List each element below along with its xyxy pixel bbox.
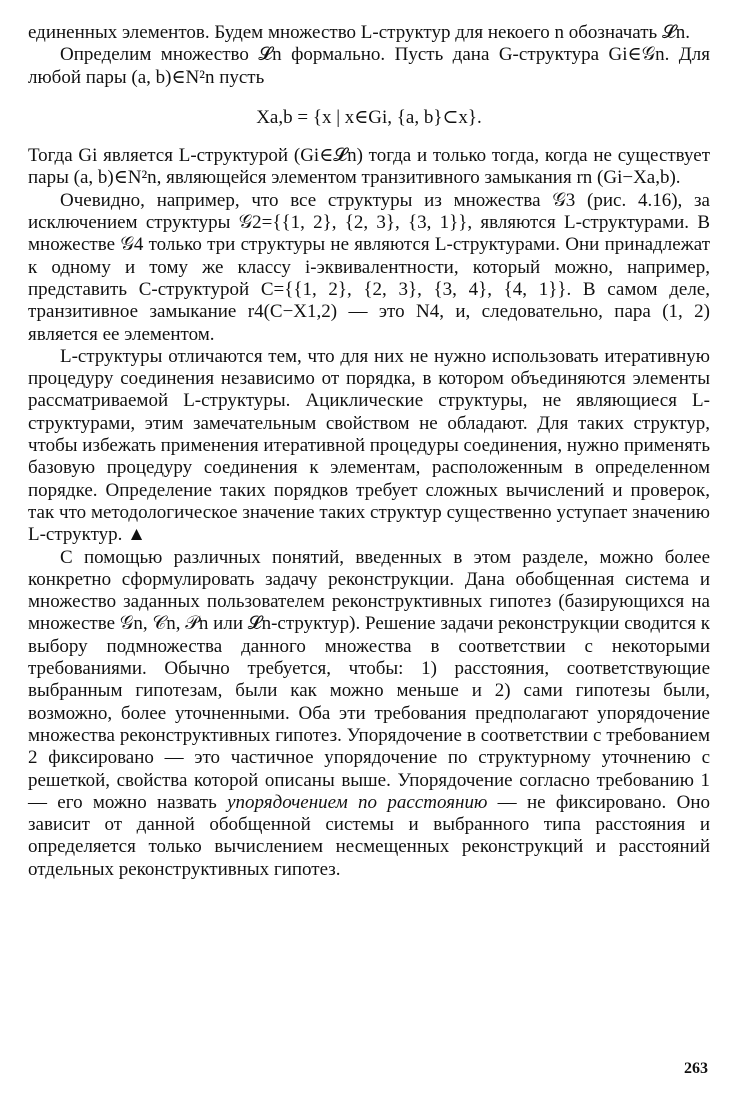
- reconstruction-text-part1: С помощью различных понятий, введенных в этом разделе, можно более конкретно сформулировать задачу реконструкции. Дана обобщенная система и множество заданных пользователем реконструктивных гипотез (базирующихся на множестве 𝒢n, 𝒞n, 𝒫n или 𝓛n-структур). Решение задачи реконструкции сводится к выбору подмножества данного множества в соответствии с некоторыми требованиями. Обычно требуется, чтобы: 1) расстояния, соответствующие выбранным гипотезам, были как можно меньше и 2) сами гипотезы были, возможно, более уточненными. Оба эти требования предполагают упорядочение множества реконструктивных гипотез. Упорядочение в соответствии с требованием 2 фиксировано — это частичное упорядочение по структурному уточнению с решеткой, свойства которой описаны выше. Упорядочение согласно требованию 1 — его можно назвать: [28, 546, 710, 813]
- page-number: 263: [684, 1060, 708, 1077]
- paragraph-l-structure-condition: Тогда Gi является L-структурой (Gi∈𝓛n) тогда и только тогда, когда не существует пары (a, b)∈N²n, являющейся элементом транзитивного замыкания rn (Gi−Xa,b).: [28, 145, 710, 189]
- formula-x-ab: Xa,b = {x | x∈Gi, {a, b}⊂x}.: [256, 106, 482, 128]
- paragraph-reconstruction-task: [28, 547, 710, 881]
- paragraph-continuation: единенных элементов. Будем множество L-структур для некоего n обозначать 𝓛n.: [28, 22, 691, 43]
- reconstruction-text-part2: — не фиксировано. Оно зависит от данной обобщенной системы и выбранного типа расстояния и определяется только вычислением несмещенных реконструкций и расстояний отдельных реконструктивных гипотез.: [28, 791, 711, 880]
- paragraph-example: Очевидно, например, что все структуры из множества 𝒢3 (рис. 4.16), за исключением структуры 𝒢2={{1, 2}, {2, 3}, {3, 1}}, являются L-структурами. В множестве 𝒢4 только три структуры не являются L-структурами. Они принадлежат к одному и тому же классу i-эквивалентности, который можно, например, представить C-структурой C={{1, 2}, {2, 3}, {3, 4}, {4, 1}}. В самом деле, транзитивное замыкание r4(C−X1,2) — это N4, и, следовательно, пара (1, 2) является ее элементом.: [28, 189, 710, 345]
- paragraph-l-structure-property: L-структуры отличаются тем, что для них не нужно использовать итеративную процедуру соединения независимо от порядка, в котором объединяются элементы рассматриваемой L-структуры. Ациклические структуры, не являющиеся L-структурами, этим замечательным свойством не обладают. Для таких структур, чтобы избежать применения итеративной процедуры соединения, нужно применять базовую процедуру соединения к элементам, расположенным в определенном порядке. Определение таких порядков требует сложных вычислений и проверок, так что методологическое значение таких структур существенно уступает значению L-структур. ▲: [28, 345, 710, 546]
- reconstruction-italic-term: упорядочением по расстоянию: [227, 791, 488, 813]
- page-body: [28, 22, 710, 881]
- paragraph-definition: Определим множество 𝓛n формально. Пусть дана G-структура Gi∈𝒢n. Для любой пары (a, b)∈N²n пусть: [28, 44, 710, 88]
